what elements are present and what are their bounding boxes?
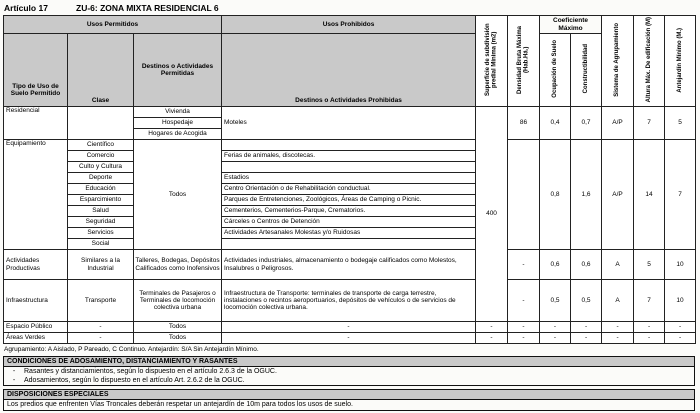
header-usos-permitidos: Usos Permitidos (4, 16, 222, 34)
cell-prohibidos: - (222, 322, 476, 333)
list-item (4, 367, 694, 376)
header-constructibilidad-label: Constructibilidad (582, 44, 589, 94)
cell-altura: - (634, 333, 665, 344)
cell-altura: 7 (634, 107, 665, 140)
header-coeficiente-maximo: Coeficiente Máximo (540, 16, 602, 34)
cell-densidad: - (508, 250, 540, 280)
cell-densidad: - (508, 280, 540, 322)
disposiciones-section (3, 389, 695, 411)
header-superficie (476, 16, 508, 107)
cell-constructibilidad: 0,7 (571, 107, 602, 140)
header-densidad-label: Densidad Bruta Máxima (Hab.Há.) (516, 25, 530, 94)
cell-densidad: - (508, 322, 540, 333)
cell-prohibidos: - (222, 333, 476, 344)
cell-tipo: Actividades Productivas (4, 250, 68, 280)
bullet-dash: - (12, 377, 16, 384)
table-row (4, 140, 696, 151)
header-antejardin-min-label: Antejardín Mínimo (M.) (676, 27, 683, 93)
cell-prohibidos: Infraestructura de Transporte: terminales de transporte de carga terrestre, instalaciones o recintos aeroportuarios, depósitos de vehículos o de servicios de locomoción colectiva urbana. (222, 280, 476, 322)
cell-altura: 14 (634, 140, 665, 250)
cell-tipo: Infraestructura (4, 280, 68, 322)
cell-clase: Salud (68, 206, 134, 217)
cell-antejardin: 10 (665, 250, 696, 280)
cell-clase: Científico (68, 140, 134, 151)
cell-destinos: Todos (134, 322, 222, 333)
header-destinos-permitidas: Destinos o Actividades Permitidas (134, 34, 222, 107)
disposiciones-title: DISPOSICIONES ESPECIALES (4, 390, 694, 400)
cell-constructibilidad: 0,5 (571, 280, 602, 322)
table-row (4, 322, 696, 333)
cell-clase (68, 107, 134, 140)
header-usos-prohibidos: Usos Prohibidos (222, 16, 476, 34)
cell-agrupamiento: - (602, 322, 634, 333)
cell-clase: Deporte (68, 173, 134, 184)
cell-altura: 5 (634, 250, 665, 280)
cell-constructibilidad: 0,6 (571, 250, 602, 280)
cell-destinos: Talleres, Bodegas, Depósitos Calificados como Inofensivos (134, 250, 222, 280)
document-title (4, 3, 697, 13)
cell-clase: Similares a la Industrial (68, 250, 134, 280)
cell-antejardin: - (665, 333, 696, 344)
cell-destinos: Hogares de Acogida (134, 129, 222, 140)
cell-clase: Comercio (68, 151, 134, 162)
cell-prohibidos: Estadios (222, 173, 476, 184)
cell-antejardin: - (665, 322, 696, 333)
cell-ocupacion: - (540, 322, 571, 333)
header-sistema-agrupamiento-label: Sistema de Agrupamiento (614, 23, 621, 97)
list-item-text: Adosamientos, según lo dispuesto en el artículo Art. 2.6.2 de la OGUC. (24, 377, 245, 384)
cell-agrupamiento: A/P (602, 140, 634, 250)
cell-prohibidos: Cementerios, Cementerios-Parque, Crematorios. (222, 206, 476, 217)
cell-agrupamiento: A (602, 250, 634, 280)
cell-tipo: Espacio Público (4, 322, 68, 333)
cell-agrupamiento: A (602, 280, 634, 322)
cell-prohibidos: Cárceles o Centros de Detención (222, 217, 476, 228)
cell-ocupacion: 0,6 (540, 250, 571, 280)
cell-antejardin: 5 (665, 107, 696, 140)
cell-densidad: 86 (508, 107, 540, 140)
cell-prohibidos: Centro Orientación o de Rehabilitación conductual. (222, 184, 476, 195)
cell-densidad: - (508, 333, 540, 344)
cell-clase: Servicios (68, 228, 134, 239)
cell-destinos: Todos (134, 140, 222, 250)
cell-ocupacion: 0,4 (540, 107, 571, 140)
cell-ocupacion: 0,5 (540, 280, 571, 322)
header-destinos-prohibidas: Destinos o Actividades Prohibidas (222, 34, 476, 107)
header-altura-max-label: Altura Máx. De edificación (M) (645, 17, 652, 103)
cell-superficie: 400 (476, 107, 508, 322)
cell-clase: - (68, 333, 134, 344)
header-antejardin-min (665, 16, 696, 107)
header-tipo-de-uso: Tipo de Uso de Suelo Permitido (4, 34, 68, 107)
cell-constructibilidad: - (571, 333, 602, 344)
header-constructibilidad (571, 34, 602, 107)
cell-agrupamiento: - (602, 333, 634, 344)
cell-prohibidos: Actividades industriales, almacenamiento o bodegaje calificados como Molestos, Insalubres o Peligrosos. (222, 250, 476, 280)
list-item-text: Rasantes y distanciamientos, según lo dispuesto en el artículo 2.6.3 de la OGUC. (24, 368, 277, 375)
cell-clase: Esparcimiento (68, 195, 134, 206)
cell-antejardin: 7 (665, 140, 696, 250)
cell-prohibidos (222, 140, 476, 151)
cell-antejardin: 10 (665, 280, 696, 322)
page-title: ZU-6: ZONA MIXTA RESIDENCIAL 6 (76, 3, 219, 13)
cell-clase: Seguridad (68, 217, 134, 228)
header-clase: Clase (68, 34, 134, 107)
table-row (4, 107, 696, 118)
cell-tipo: Equipamiento (4, 140, 68, 250)
header-ocupacion-suelo (540, 34, 571, 107)
cell-ocupacion: 0,8 (540, 140, 571, 250)
header-superficie-label: Superficie de subdivisión predial Mínima (m2) (484, 23, 498, 97)
list-item (4, 376, 694, 385)
cell-clase: Educación (68, 184, 134, 195)
header-densidad (508, 16, 540, 107)
table-row (4, 333, 696, 344)
zoning-table (3, 15, 696, 344)
cell-clase: - (68, 322, 134, 333)
cell-constructibilidad: - (571, 322, 602, 333)
cell-tipo: Áreas Verdes (4, 333, 68, 344)
article-label: Artículo 17 (4, 3, 48, 13)
cell-prohibidos: Ferias de animales, discotecas. (222, 151, 476, 162)
cell-destinos: Hospedaje (134, 118, 222, 129)
table-row (4, 280, 696, 322)
cell-prohibidos: Parques de Entretenciones, Zoológicos, Áreas de Camping o Picnic. (222, 195, 476, 206)
header-ocupacion-suelo-label: Ocupación de Suelo (551, 40, 558, 98)
cell-altura: 7 (634, 280, 665, 322)
table-header-row (4, 16, 696, 34)
cell-constructibilidad: 1,6 (571, 140, 602, 250)
cell-destinos: Vivienda (134, 107, 222, 118)
cell-clase: Transporte (68, 280, 134, 322)
cell-tipo: Residencial (4, 107, 68, 140)
condiciones-section (3, 356, 695, 386)
bullet-dash: - (12, 368, 16, 375)
table-row (4, 250, 696, 280)
cell-clase: Culto y Cultura (68, 162, 134, 173)
cell-altura: - (634, 322, 665, 333)
cell-prohibidos: Actividades Artesanales Molestas y/o Ruidosas (222, 228, 476, 239)
cell-clase: Social (68, 239, 134, 250)
cell-densidad (508, 140, 540, 250)
condiciones-title: CONDICIONES DE ADOSAMIENTO, DISTANCIAMIENTO Y RASANTES (4, 357, 694, 367)
cell-prohibidos: Moteles (222, 107, 476, 140)
cell-destinos: Todos (134, 333, 222, 344)
table-header-row (4, 34, 696, 107)
header-sistema-agrupamiento (602, 16, 634, 107)
cell-agrupamiento: A/P (602, 107, 634, 140)
cell-prohibidos (222, 239, 476, 250)
cell-superficie: - (476, 322, 508, 333)
cell-prohibidos (222, 162, 476, 173)
cell-ocupacion: - (540, 333, 571, 344)
table-footnote: Agrupamiento: A Aislado, P Pareado, C Continuo. Antejardín: S/A Sin Antejardín Mínimo. (4, 346, 259, 353)
cell-superficie: - (476, 333, 508, 344)
header-altura-max (634, 16, 665, 107)
disposiciones-text: Los predios que enfrenten Vías Troncales deberán respetar un antejardín de 10m para todos los usos de suelo. (7, 401, 353, 408)
cell-destinos: Terminales de Pasajeros o Terminales de locomoción colectiva urbana (134, 280, 222, 322)
